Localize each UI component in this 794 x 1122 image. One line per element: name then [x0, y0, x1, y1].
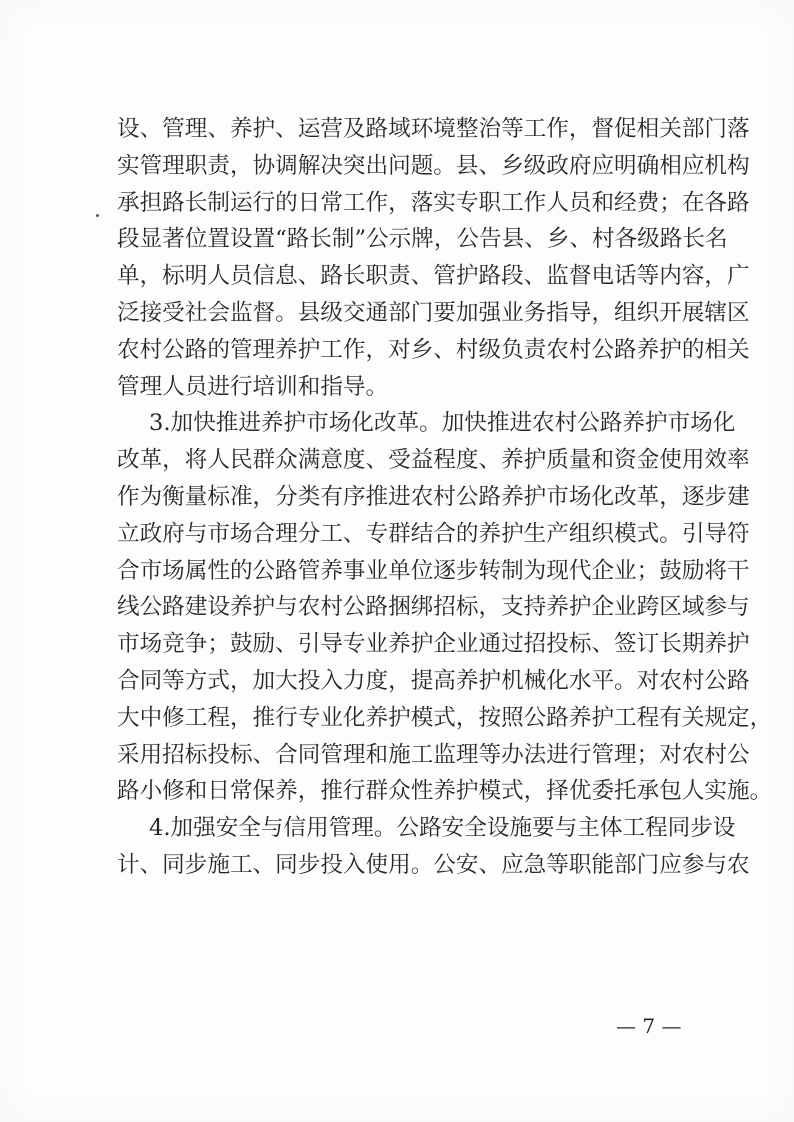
text-line: 合市场属性的公路管养事业单位逐步转制为现代企业；鼓励将干: [117, 557, 750, 584]
text-line: 大中修工程，推行专业化养护模式，按照公路养护工程有关规定，: [117, 704, 773, 731]
text-line: 计、同步施工、同步投入使用。公安、应急等职能部门应参与农: [117, 851, 750, 878]
paragraph-3-heading-line: 3.加快推进养护市场化改革。加快推进农村公路养护市场化: [149, 410, 736, 437]
text-line: 管理人员进行培训和指导。: [117, 373, 389, 400]
text-line: 农村公路的管理养护工作，对乡、村级负责农村公路养护的相关: [117, 336, 750, 363]
text-line: 采用招标投标、合同管理和施工监理等办法进行管理；对农村公: [117, 741, 750, 768]
text-line: 泛接受社会监督。县级交通部门要加强业务指导，组织开展辖区: [117, 299, 750, 326]
text-line: 承担路长制运行的日常工作，落实专职工作人员和经费；在各路: [117, 189, 750, 216]
text-line: 立政府与市场合理分工、专群结合的养护生产组织模式。引导符: [117, 520, 750, 547]
paragraph-4-heading-line: 4.加强安全与信用管理。公路安全设施要与主体工程同步设: [149, 815, 736, 842]
page-number: — 7 —: [616, 1014, 682, 1038]
text-line: 改革，将人民群众满意度、受益程度、养护质量和资金使用效率: [117, 447, 750, 474]
body-text: [117, 111, 773, 884]
scan-speck: [96, 214, 99, 217]
text-line: 实管理职责，协调解决突出问题。县、乡级政府应明确相应机构: [117, 152, 750, 179]
text-line: 市场竞争；鼓励、引导专业养护企业通过招投标、签订长期养护: [117, 631, 750, 658]
text-line: 路小修和日常保养，推行群众性养护模式，择优委托承包人实施。: [117, 778, 773, 805]
text-line: 作为衡量标准，分类有序推进农村公路养护市场化改革，逐步建: [117, 483, 750, 510]
text-line: 线公路建设养护与农村公路捆绑招标，支持养护企业跨区域参与: [117, 594, 750, 621]
text-line: 合同等方式，加大投入力度，提高养护机械化水平。对农村公路: [117, 667, 750, 694]
text-line: 设、管理、养护、运营及路域环境整治等工作，督促相关部门落: [117, 116, 750, 142]
text-line: 段显著位置设置“路长制”公示牌，公告县、乡、村各级路长名: [117, 226, 728, 253]
text-line: 单，标明人员信息、路长职责、管护路段、监督电话等内容，广: [117, 263, 750, 290]
